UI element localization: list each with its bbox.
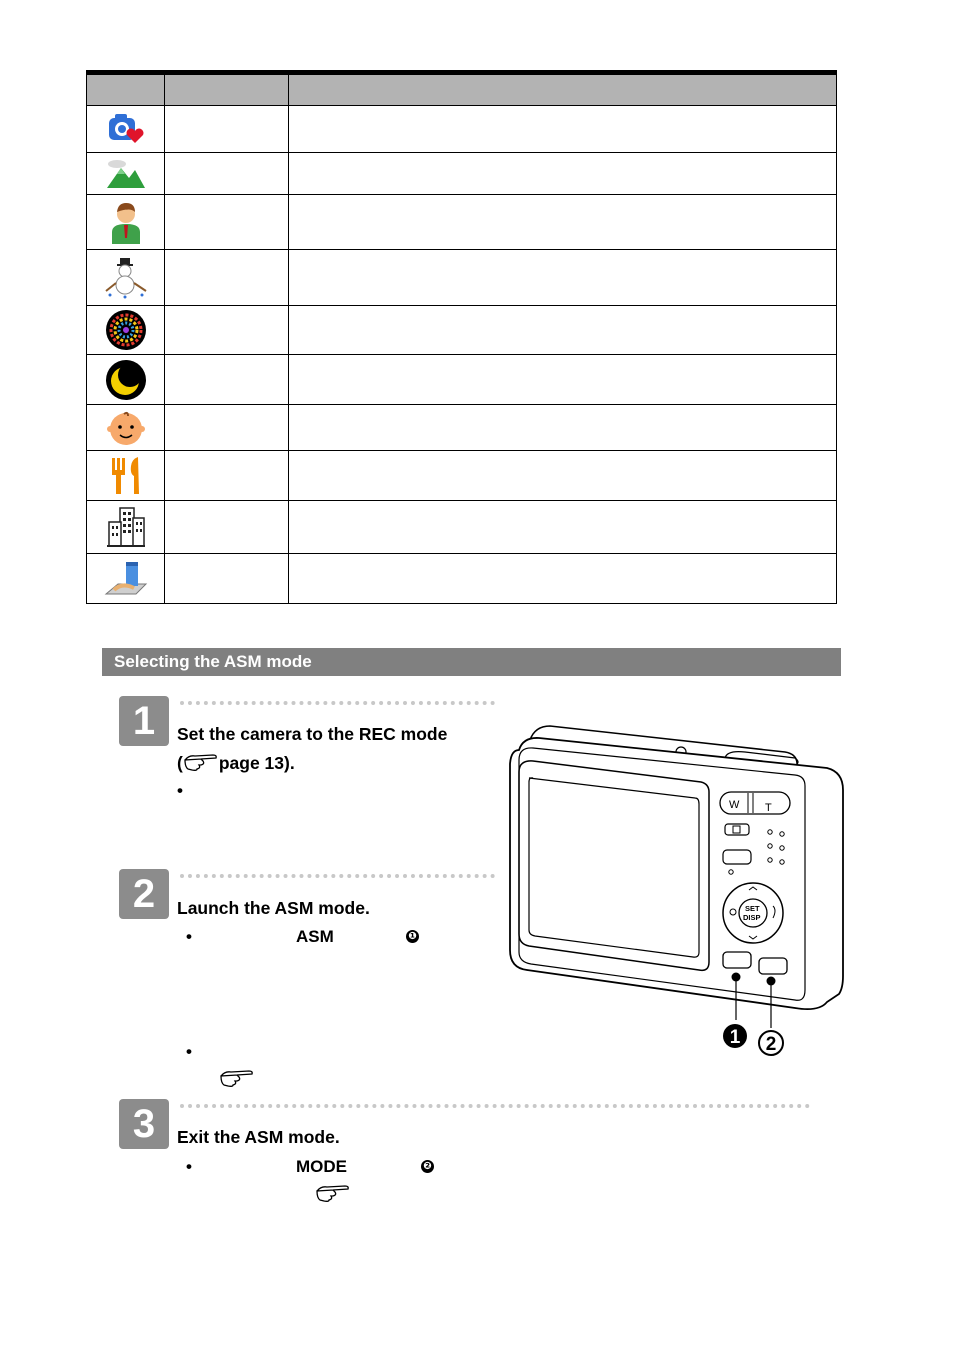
table-row (87, 355, 837, 405)
zoom-w-label: W (729, 799, 740, 811)
pointing-hand-icon (314, 1183, 352, 1208)
step-1-title (177, 720, 447, 778)
step-1-title-line2: page 13). (218, 753, 295, 773)
step-3-divider (180, 1104, 810, 1108)
mode-description (289, 355, 837, 405)
mode-name (165, 501, 289, 554)
disp-label: DISP (743, 913, 761, 922)
step-1-title-open: ( (177, 753, 183, 773)
table-row (87, 195, 837, 250)
fireworks-icon (105, 309, 147, 351)
mode-name (165, 106, 289, 153)
step-3-bullet: • (186, 1157, 192, 1176)
mode-name (165, 250, 289, 306)
document-icon (104, 560, 148, 598)
header-mode (165, 73, 289, 106)
mode-description (289, 306, 837, 355)
portrait-icon (108, 200, 144, 244)
landscape-icon (105, 158, 147, 190)
step-2-marker: ❶ (406, 930, 419, 943)
step-2-divider (180, 874, 495, 878)
mode-name (165, 306, 289, 355)
table-header-row (87, 73, 837, 106)
camera-heart-icon (106, 110, 146, 148)
fork-knife-icon (106, 456, 146, 496)
set-label: SET (745, 904, 760, 913)
callout-1-label: 1 (729, 1027, 741, 1048)
table-row (87, 554, 837, 604)
night-moon-icon (105, 359, 147, 401)
step-1-number: 1 (119, 696, 169, 746)
callout-2-label: 2 (765, 1034, 777, 1055)
mode-name (165, 405, 289, 451)
mode-description (289, 106, 837, 153)
mode-name (165, 355, 289, 405)
step-1-bullet: • (177, 781, 183, 800)
table-row (87, 153, 837, 195)
step-1-divider (180, 701, 495, 705)
mode-description (289, 554, 837, 604)
mode-name (165, 153, 289, 195)
mode-name (165, 451, 289, 501)
mode-description (289, 195, 837, 250)
zoom-t-label: T (765, 802, 772, 814)
header-icon (87, 73, 165, 106)
step-2-title: Launch the ASM mode. (177, 898, 370, 918)
building-icon (106, 506, 146, 548)
baby-face-icon (106, 410, 146, 446)
table-row (87, 306, 837, 355)
table-row (87, 405, 837, 451)
snowman-icon (104, 257, 148, 299)
mode-description (289, 250, 837, 306)
step-3-keyword: MODE (296, 1157, 347, 1176)
mode-name (165, 554, 289, 604)
step-3-number: 3 (119, 1099, 169, 1149)
mode-description (289, 501, 837, 554)
step-2-bullet: • (186, 927, 192, 946)
table-row (87, 106, 837, 153)
table-row (87, 451, 837, 501)
mode-description (289, 405, 837, 451)
pointing-hand-icon (183, 752, 219, 772)
camera-back-illustration (505, 720, 850, 1065)
step-1-title-line1: Set the camera to the REC mode (177, 724, 448, 744)
mode-description (289, 153, 837, 195)
step-2-number: 2 (119, 869, 169, 919)
step-3-title: Exit the ASM mode. (177, 1127, 340, 1147)
step-2-bullet-2: • (186, 1042, 192, 1061)
step-2-keyword: ASM (296, 927, 334, 946)
pointing-hand-icon (218, 1068, 256, 1093)
scene-mode-table (86, 70, 837, 604)
mode-description (289, 451, 837, 501)
step-3-marker: ❷ (421, 1160, 434, 1173)
header-description (289, 73, 837, 106)
table-row (87, 501, 837, 554)
section-title: Selecting the ASM mode (102, 648, 841, 676)
table-row (87, 250, 837, 306)
mode-name (165, 195, 289, 250)
